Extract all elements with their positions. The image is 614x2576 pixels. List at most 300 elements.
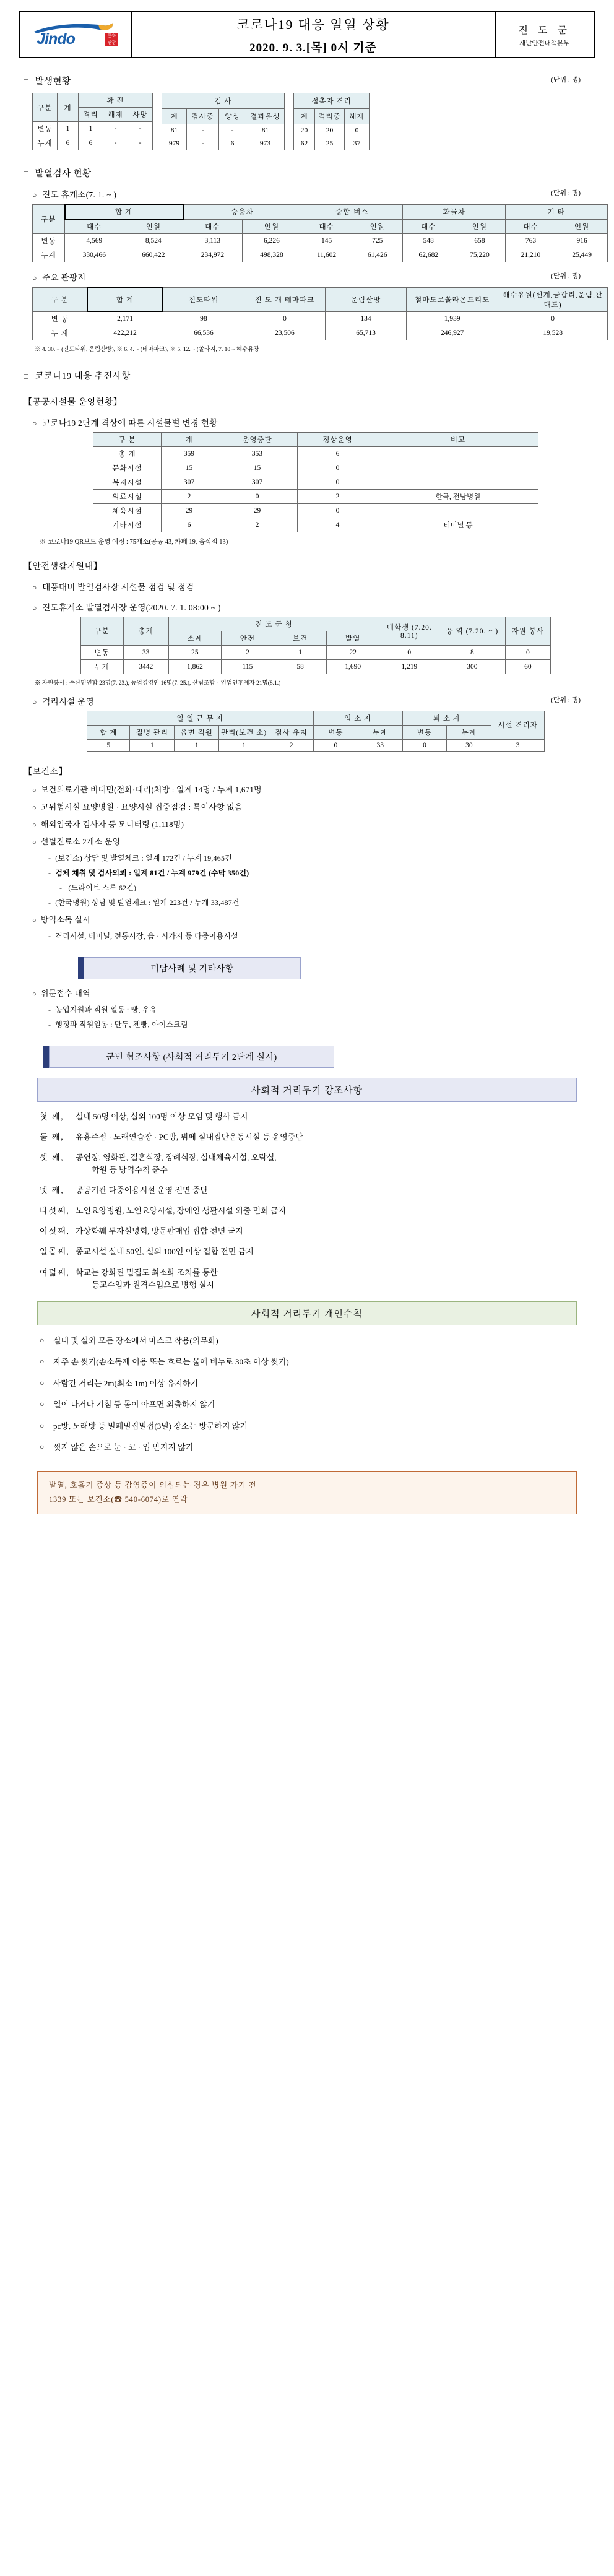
check-text: 씻지 않은 손으로 눈 · 코 · 입 만지지 않기 (53, 1442, 194, 1452)
cell: 21,210 (505, 248, 556, 262)
good-deeds-detail-list (19, 1004, 595, 1030)
subsection-public-facilities: 【공공시설물 운영현황】 (24, 397, 123, 407)
th-town-staff: 읍면 직원 (175, 725, 219, 739)
rule-text-block (76, 1267, 577, 1291)
row-label: 변동 (33, 234, 65, 248)
circle-bullet-icon: ○ (40, 1442, 45, 1452)
cell: 4,569 (65, 234, 124, 248)
circle-bullet-icon: ○ (40, 1400, 45, 1409)
cell: 62,682 (403, 248, 454, 262)
th-total: 계 (162, 432, 217, 446)
cell: 20 (294, 124, 315, 137)
cell: 1,690 (327, 659, 379, 674)
th-safety: 안전 (221, 631, 274, 645)
th-group-contacts: 접촉자 격리 (294, 93, 370, 109)
table-row (33, 311, 608, 326)
subsection-safety-support: 【안전생활지원내】 (24, 562, 103, 571)
circle-bullet-icon: ○ (40, 1335, 45, 1345)
circle-bullet-icon: ○ (40, 1357, 45, 1366)
circle-bullet-icon: ○ (40, 1421, 45, 1430)
org-name: 진 도 군 (518, 25, 571, 36)
cell: 0 (298, 475, 378, 489)
cell: 2 (162, 489, 217, 503)
th-contact-released: 해제 (345, 109, 370, 124)
cell: 0 (244, 311, 325, 326)
th-units: 대수 (505, 219, 556, 234)
cell: 81 (246, 124, 285, 137)
logo-badge-line1: 문화 (107, 34, 116, 38)
list-item-note (59, 882, 595, 893)
th-group-discharged: 퇴 소 자 (402, 711, 491, 725)
th-operating: 정상운영 (298, 432, 378, 446)
th-health: 보건 (274, 631, 327, 645)
section-label: 코로나19 대응 추진사항 (35, 371, 131, 381)
personal-rules-list (40, 1335, 577, 1454)
item-label: 진도휴게소 발열검사장 운영(2020. 7. 1. 08:00 ~ ) (42, 602, 221, 612)
list-item: ○ 고위험시설 요양병원 · 요양시설 집중점검 : 특이사항 없음 (32, 800, 595, 812)
cell: 58 (274, 659, 327, 674)
th-suspended: 운영중단 (217, 432, 298, 446)
cell-total: 33 (123, 645, 168, 659)
table-row (93, 446, 538, 461)
th-units: 대수 (65, 219, 124, 234)
th-gubun: 구분 (81, 617, 124, 645)
cell: 916 (556, 234, 608, 248)
cell: 20 (315, 124, 345, 137)
rule-item (40, 1205, 577, 1217)
cell: 3,113 (183, 234, 243, 248)
cell: 0 (298, 461, 378, 475)
th-group-volunteer: 자원 봉사 (505, 617, 550, 645)
drive-thru-note: (드라이브 스루 62건) (68, 883, 137, 892)
cell: 23,506 (244, 326, 325, 340)
table-row (93, 475, 538, 489)
th-isolating: 격리중 (315, 109, 345, 124)
table-row (93, 489, 538, 503)
cell: 25 (315, 137, 345, 150)
check-item (40, 1441, 577, 1454)
th-staff-total: 합 계 (87, 725, 130, 739)
th-fever: 발열 (327, 631, 379, 645)
cell: 0 (505, 645, 550, 659)
cell: 0 (498, 311, 608, 326)
th-group-admitted: 입 소 자 (314, 711, 403, 725)
check-text: 열이 나거나 기침 등 몸이 아프면 외출하지 않기 (53, 1400, 215, 1410)
cell: 터미널 등 (378, 518, 538, 532)
cell: 0 (314, 739, 358, 751)
cell: 1 (274, 645, 327, 659)
cell-total: 3442 (123, 659, 168, 674)
cell: 658 (454, 234, 506, 248)
screening-detail-list (19, 852, 595, 908)
cell: 3 (491, 739, 545, 751)
check-item (40, 1335, 577, 1347)
cell: 75,220 (454, 248, 506, 262)
th-group-total: 합 계 (65, 204, 183, 219)
rule-text: 공공기관 다중이용시설 운영 전면 중단 (76, 1186, 208, 1195)
cell: 1 (79, 122, 103, 136)
list-item: - 검체 채취 및 검사의뢰 : 일계 81건 / 누계 979건 (수막 350건) (48, 867, 595, 878)
cell: - (219, 124, 246, 137)
cell: 1,862 (168, 659, 221, 674)
cell: 0 (345, 124, 370, 137)
cell: 19,528 (498, 326, 608, 340)
rule-item (40, 1246, 577, 1258)
th-in-progress: 검사중 (187, 109, 219, 124)
banner-label: 미담사례 및 기타사항 (84, 957, 301, 979)
rule-number: 셋 째, (40, 1152, 64, 1162)
banner-accent-bar (78, 957, 84, 979)
circle-bullet-icon: ○ (32, 603, 37, 612)
callout-line2: 1339 또는 보건소(☎ 540-6074)로 연락 (49, 1495, 188, 1504)
cell: 0 (298, 503, 378, 518)
circle-bullet-icon: ○ (40, 1378, 45, 1387)
page-title: 코로나19 대응 일일 상황 (131, 12, 495, 37)
cell: 725 (352, 234, 403, 248)
banner-label: 군민 협조사항 (사회적 거리두기 2단계 실시) (49, 1046, 334, 1068)
circle-bullet-icon: ○ (32, 697, 37, 706)
cell: 81 (162, 124, 187, 137)
outbreak-tables (32, 93, 595, 150)
row-label: 기타시설 (93, 518, 162, 532)
th-death: 사망 (128, 108, 153, 122)
list-item: ○ 위문접수 내역 (32, 987, 595, 999)
cell: 8 (439, 645, 505, 659)
rule-text: 유흥주점 · 노래연습장 · PC방, 뷔페 실내집단운동시설 등 운영중단 (76, 1132, 303, 1142)
th-group-confirmed: 확 진 (79, 93, 153, 108)
rule-number: 여덟째, (40, 1267, 70, 1277)
cell: 2 (217, 518, 298, 532)
th-admit-change: 변동 (314, 725, 358, 739)
cell-total: 2,171 (87, 311, 163, 326)
circle-bullet-icon: ○ (32, 191, 37, 199)
th-group-students: 대학생 (7.20. 8.11) (379, 617, 439, 645)
row-label: 총 계 (93, 446, 162, 461)
th-total: 총계 (123, 617, 168, 645)
health-center-list (19, 783, 595, 847)
list-item: - 격리시설, 터미널, 전통시장, 읍 · 시가지 등 다중이용시설 (48, 930, 595, 941)
disinfection-list (19, 913, 595, 925)
cell: 25 (168, 645, 221, 659)
th-total: 합 계 (87, 287, 163, 311)
rule-text: 공연장, 영화관, 결혼식장, 장례식장, 실내체육시설, 오락실, (76, 1152, 277, 1162)
cell: 763 (505, 234, 556, 248)
list-item: - 행정과 직원일동 : 만두, 젠빵, 아이스크림 (48, 1019, 595, 1030)
title-personal-rules: 사회적 거리두기 개인수칙 (37, 1301, 577, 1325)
cell: - (103, 122, 128, 136)
table-tourist-sites (32, 287, 608, 340)
subsection-tourist-sites (32, 271, 595, 283)
check-item (40, 1399, 577, 1411)
rule-number: 일곱째, (40, 1247, 70, 1257)
table-testing (162, 93, 285, 150)
th-units: 대수 (301, 219, 352, 234)
item-typhoon-check (32, 580, 595, 592)
cell: 660,422 (124, 248, 183, 262)
cell-total: 1 (58, 122, 79, 136)
rule-item (40, 1111, 577, 1123)
item-label: 태풍대비 발열검사장 시설물 점검 및 점검 (42, 582, 194, 592)
item-label: 격리시설 운영 (42, 696, 94, 706)
rule-item (40, 1151, 577, 1176)
th-site-beach: 해수유원(선계,금갑리,운림,관매도) (498, 287, 608, 311)
table-confirmed (32, 93, 153, 150)
subsection-label: 진도 휴게소(7. 1. ~ ) (42, 190, 117, 199)
th-group-daily-staff: 일 일 근 무 자 (87, 711, 314, 725)
rule-item (40, 1267, 577, 1291)
cell: 1 (219, 739, 269, 751)
section-heading-fever (24, 167, 595, 180)
circle-bullet-icon: ○ (32, 274, 37, 282)
rule-item (40, 1131, 577, 1143)
section-label: 발생현황 (35, 77, 71, 87)
cell: 65,713 (326, 326, 407, 340)
table-staff-deployment (80, 617, 551, 674)
cell: 115 (221, 659, 274, 674)
check-item (40, 1420, 577, 1433)
facility-note: ※ 코로나19 QR보드 운영 예정 : 75개소(공공 43, 카페 19, 음식점 13) (40, 538, 228, 545)
item-facility-change (32, 416, 595, 428)
check-item (40, 1377, 577, 1390)
org-dept: 재난안전대책본부 (519, 40, 570, 47)
title-distancing-emphasis: 사회적 거리두기 강조사항 (37, 1078, 577, 1102)
cell: 0 (402, 739, 447, 751)
cell: 30 (447, 739, 491, 751)
cell: 307 (162, 475, 217, 489)
distancing-rules (40, 1111, 577, 1291)
cell: 98 (163, 311, 244, 326)
unit-note-1: (단위 : 명) (551, 76, 581, 84)
cell: 6 (162, 518, 217, 532)
list-item: - 농업지원과 직원 일동 : 빵, 우유 (48, 1004, 595, 1015)
cell: 6 (79, 136, 103, 150)
cell: 353 (217, 446, 298, 461)
table-row (33, 136, 153, 150)
cell: 60 (505, 659, 550, 674)
tourist-footnote: ※ 4. 30. ~ (진도타워, 운림산방), ※ 6. 4. ~ (테마파크), ※ 5. 12. ~ (쏠라지, 7. 10 ~ 해수유장 (35, 346, 259, 353)
row-label: 누계 (81, 659, 124, 674)
table-row (87, 739, 545, 751)
cell: 11,602 (301, 248, 352, 262)
table-public-facilities (93, 432, 538, 532)
cell: 498,328 (242, 248, 301, 262)
th-admit-cumulative: 누계 (358, 725, 402, 739)
circle-bullet-icon: ○ (32, 418, 37, 428)
th-group-other: 기 타 (505, 204, 607, 219)
cell: 4 (298, 518, 378, 532)
cell: 33 (358, 739, 402, 751)
rule-item (40, 1184, 577, 1197)
th-group-truck: 화물차 (403, 204, 505, 219)
cell: 2 (221, 645, 274, 659)
table-row (294, 137, 370, 150)
cell: 548 (403, 234, 454, 248)
list-item: ○ 방역소독 실시 (32, 913, 595, 925)
th-persons: 인원 (454, 219, 506, 234)
cell: 359 (162, 446, 217, 461)
square-bullet-icon: □ (24, 77, 29, 86)
cell: 307 (217, 475, 298, 489)
item-isolation-facility (32, 695, 595, 707)
list-item: - (보건소) 상담 및 발열체크 : 일계 172건 / 누계 19,465건 (48, 852, 595, 863)
th-group-service: 응 역 (7.20. ~ ) (439, 617, 505, 645)
subsection-health-center: 【보건소】 (24, 767, 68, 777)
rule-text: 종교시설 실내 50인, 실외 100인 이상 집합 전면 금지 (76, 1247, 254, 1257)
cell: 6 (298, 446, 378, 461)
item-rest-area-operation (32, 601, 595, 613)
th-facility-isolated: 시설 격리자 (491, 711, 545, 739)
table-row (33, 326, 608, 340)
rule-text: 학교는 강화된 밀집도 최소화 조치를 통한 (76, 1267, 218, 1277)
cell (378, 461, 538, 475)
cell: 300 (439, 659, 505, 674)
cell: 6,226 (242, 234, 301, 248)
issuing-org (495, 12, 594, 58)
cell: 246,927 (407, 326, 498, 340)
th-subtotal: 소계 (168, 631, 221, 645)
cell: 29 (217, 503, 298, 518)
cell: 979 (162, 137, 187, 150)
th-discharge-change: 변동 (402, 725, 447, 739)
cell: 25,449 (556, 248, 608, 262)
cell: 2 (298, 489, 378, 503)
cell: 1 (175, 739, 219, 751)
banner-good-deeds (78, 957, 301, 979)
callout-line1: 발열, 호흡기 증상 등 감염증이 의심되는 경우 병원 가기 전 (49, 1480, 257, 1490)
th-persons: 인원 (242, 219, 301, 234)
th-isolated: 격리 (79, 108, 103, 122)
section-label: 발열검사 현황 (35, 169, 92, 179)
cell: 한국, 전남병원 (378, 489, 538, 503)
check-text: 실내 및 실외 모든 장소에서 마스크 착용(의무화) (53, 1335, 218, 1345)
table-row (81, 659, 551, 674)
th-site-unrim: 운림산방 (326, 287, 407, 311)
section-heading-outbreak (24, 74, 595, 87)
list-item: ○ 보건의료기관 비대면(전화·대리)처방 : 일계 14명 / 누계 1,671명 (32, 783, 595, 795)
good-deeds-list (19, 987, 595, 999)
logo-badge (105, 33, 118, 46)
check-text: 자주 손 씻기(손소독제 이용 또는 흐르는 물에 비누로 30초 이상 씻기) (53, 1357, 289, 1367)
cell: 5 (87, 739, 130, 751)
cell: 0 (379, 645, 439, 659)
subsection-label: 주요 관광지 (42, 273, 86, 282)
th-persons: 인원 (124, 219, 183, 234)
emergency-contact-callout (37, 1471, 577, 1514)
rule-number: 넷 째, (40, 1186, 64, 1195)
table-row (162, 124, 285, 137)
jindo-logo (20, 12, 131, 58)
report-date: 2020. 9. 3.[목] 0시 기준 (131, 37, 495, 58)
banner-accent-bar (43, 1046, 49, 1068)
cell: 15 (217, 461, 298, 475)
th-units: 대수 (403, 219, 454, 234)
cell: - (187, 137, 219, 150)
rule-text: 가상화훼 투자설명회, 방문판매업 집합 전면 금지 (76, 1226, 243, 1236)
row-label: 복지시설 (93, 475, 162, 489)
list-item: ○ 선별진료소 2개소 운영 (32, 835, 595, 847)
section-heading-measures (24, 369, 595, 382)
list-item: - (한국병원) 상담 및 발열체크 : 일계 223건 / 누계 33,487건 (48, 897, 595, 908)
row-label: 누계 (33, 248, 65, 262)
th-group-car: 승용차 (183, 204, 301, 219)
th-group-county-office: 진 도 군 청 (168, 617, 379, 631)
rule-number: 둘 째, (40, 1132, 64, 1142)
th-site-dogpark: 진 도 개 테마파크 (244, 287, 325, 311)
row-label: 체육시설 (93, 503, 162, 518)
cell: - (187, 124, 219, 137)
table-row (294, 124, 370, 137)
rule-number: 첫 째, (40, 1111, 64, 1121)
cell: 6 (219, 137, 246, 150)
th-positive: 양성 (219, 109, 246, 124)
cell: - (128, 122, 153, 136)
cell: 234,972 (183, 248, 243, 262)
th-disease-mgmt: 질병 관리 (130, 725, 175, 739)
row-label: 변 동 (33, 311, 87, 326)
cell: 973 (246, 137, 285, 150)
rule-text-line2: 학원 등 방역수칙 준수 (92, 1164, 168, 1174)
check-item (40, 1356, 577, 1368)
cell: 330,466 (65, 248, 124, 262)
th-site-road: 철마도로쏠라온드리도 (407, 287, 498, 311)
cell: 29 (162, 503, 217, 518)
table-row (33, 248, 608, 262)
row-label: 누 계 (33, 326, 87, 340)
banner-citizen-cooperation (43, 1046, 334, 1068)
th-group-bus: 승합·버스 (301, 204, 403, 219)
rule-text-block (76, 1151, 577, 1176)
cell: 1,939 (407, 311, 498, 326)
square-bullet-icon: □ (24, 371, 29, 381)
th-negative: 결과음성 (246, 109, 285, 124)
th-health-center: 관리(보건 소) (219, 725, 269, 739)
row-label: 문화시설 (93, 461, 162, 475)
row-label: 변동 (81, 645, 124, 659)
rule-text-line2: 등교수업과 원격수업으로 병행 실시 (92, 1280, 215, 1290)
cell (378, 475, 538, 489)
rule-text: 실내 50명 이상, 실외 100명 이상 모임 및 행사 금지 (76, 1111, 248, 1121)
cell: 61,426 (352, 248, 403, 262)
th-gubun: 구 분 (33, 287, 87, 311)
th-gubun: 구분 (33, 93, 58, 122)
th-contact-total: 계 (294, 109, 315, 124)
check-text: pc방, 노래방 등 밀폐밀집밀접(3밀) 장소는 방문하지 않기 (53, 1421, 248, 1431)
table-row (93, 503, 538, 518)
cell: 66,536 (163, 326, 244, 340)
th-units: 대수 (183, 219, 243, 234)
unit-note-3: (단위 : 명) (551, 272, 581, 280)
disinfection-detail-list (19, 930, 595, 941)
th-gubun: 구분 (33, 204, 65, 234)
cell: 145 (301, 234, 352, 248)
table-rest-area-fever (32, 204, 608, 262)
cell (378, 503, 538, 518)
cell: - (128, 136, 153, 150)
cell: 0 (217, 489, 298, 503)
cell: 2 (269, 739, 314, 751)
volunteer-note: ※ 자원봉사 : 수산민연합 23명(7. 23.), 농업경영인 16명(7. 25.), 산림조합ㆍ임업인후계자 21명(8.1.) (35, 680, 281, 687)
rule-item (40, 1225, 577, 1238)
th-test-total: 계 (162, 109, 187, 124)
th-remarks: 비고 (378, 432, 538, 446)
cell: 1,219 (379, 659, 439, 674)
cell: 37 (345, 137, 370, 150)
th-persons: 인원 (352, 219, 403, 234)
cell: 1 (130, 739, 175, 751)
table-row (81, 645, 551, 659)
th-site-tower: 진도타워 (163, 287, 244, 311)
square-bullet-icon: □ (24, 169, 29, 178)
